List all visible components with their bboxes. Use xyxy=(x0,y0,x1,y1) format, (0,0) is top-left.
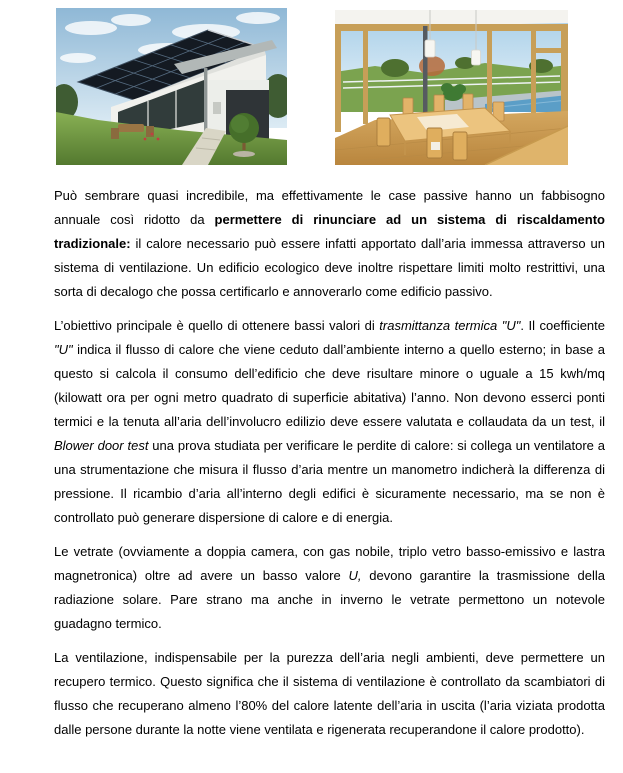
paragraph-vetrate xyxy=(54,540,605,636)
dining-interior-illustration xyxy=(335,10,568,165)
paragraph-ventilazione xyxy=(54,646,605,742)
paragraph-trasmittanza xyxy=(54,314,605,530)
wall-box xyxy=(213,102,221,114)
italic-run-coefficiente-u: "U" xyxy=(54,342,73,357)
text-run: devono garantire la trasmissione della radiazione solare. Pare strano ma anche in inverno le vetrate permettono un notevole guadagno termico. xyxy=(54,568,605,631)
text-run: L’obiettivo principale è quello di ottenere bassi valori di xyxy=(54,318,380,333)
text-run: Le vetrate (ovviamente a doppia camera, con gas nobile, triplo vetro basso-emissivo e lastra magnetronica) oltre ad avere un basso valore xyxy=(54,544,605,583)
italic-run-valore-u: U, xyxy=(348,568,362,583)
bold-run-riscaldamento: permettere di rinunciare ad un sistema di riscaldamento tradizionale: xyxy=(54,212,605,251)
text-run: Può sembrare quasi incredibile, ma effettivamente le case passive hanno un fabbisogno annuale così ridotto da xyxy=(54,188,605,227)
text-run: una prova studiata per verificare le perdite di calore: si collega un ventilatore a una strumentazione che misura il flusso d’aria mentre un manometro indicherà la differenza di pressione. Il ricambio d’aria all’interno degli edifici è sicuramente necessario, ma se non è controllato può generare dispersione di calore e di energia. xyxy=(54,438,605,525)
photo-house-exterior xyxy=(56,8,287,165)
chair-cushion xyxy=(431,142,440,150)
photo-dining-interior xyxy=(335,10,568,165)
house-exterior-illustration xyxy=(56,8,287,165)
italic-run-trasmittanza: trasmittanza termica "U" xyxy=(379,318,521,333)
paragraph-fabbisogno xyxy=(54,184,605,304)
text-run: indica il flusso di calore che viene ceduto dall’ambiente interno a quello esterno; in base a questo si calcola il consumo dell’edificio che deve risultare minore o uguale a 15 kwh/mq (kilowatt ora per ogni metro quadrato di superficie abitativa) l’anno. Non devono esserci ponti termici e la tenuta all’aria dell’involucro edilizio deve essere valutata e collaudata da un test, il xyxy=(54,342,605,429)
article-body xyxy=(54,184,605,752)
text-run: La ventilazione, indispensabile per la purezza dell’aria negli ambienti, deve permettere un recupero termico. Questo significa che il sistema di ventilazione è controllato da scambiatori di flusso che recuperano almeno l’80% del calore latente dell’aria in uscita (l’aria viziata prodotta dalle persone durante la notte viene ventilata e rigenerata recuperandone il calore prodotto). xyxy=(54,650,605,737)
text-run: il calore necessario può essere infatti apportato dall’aria immessa attraverso un sistema di ventilazione. Un edificio ecologico deve inoltre rispettare limiti molto restrittivi, una sorta di decalogo che possa certificarlo e annoverarlo come edificio passivo. xyxy=(54,236,605,299)
text-run: . Il coefficiente xyxy=(520,318,606,333)
italic-run-blower-door-test: Blower door test xyxy=(54,438,149,453)
